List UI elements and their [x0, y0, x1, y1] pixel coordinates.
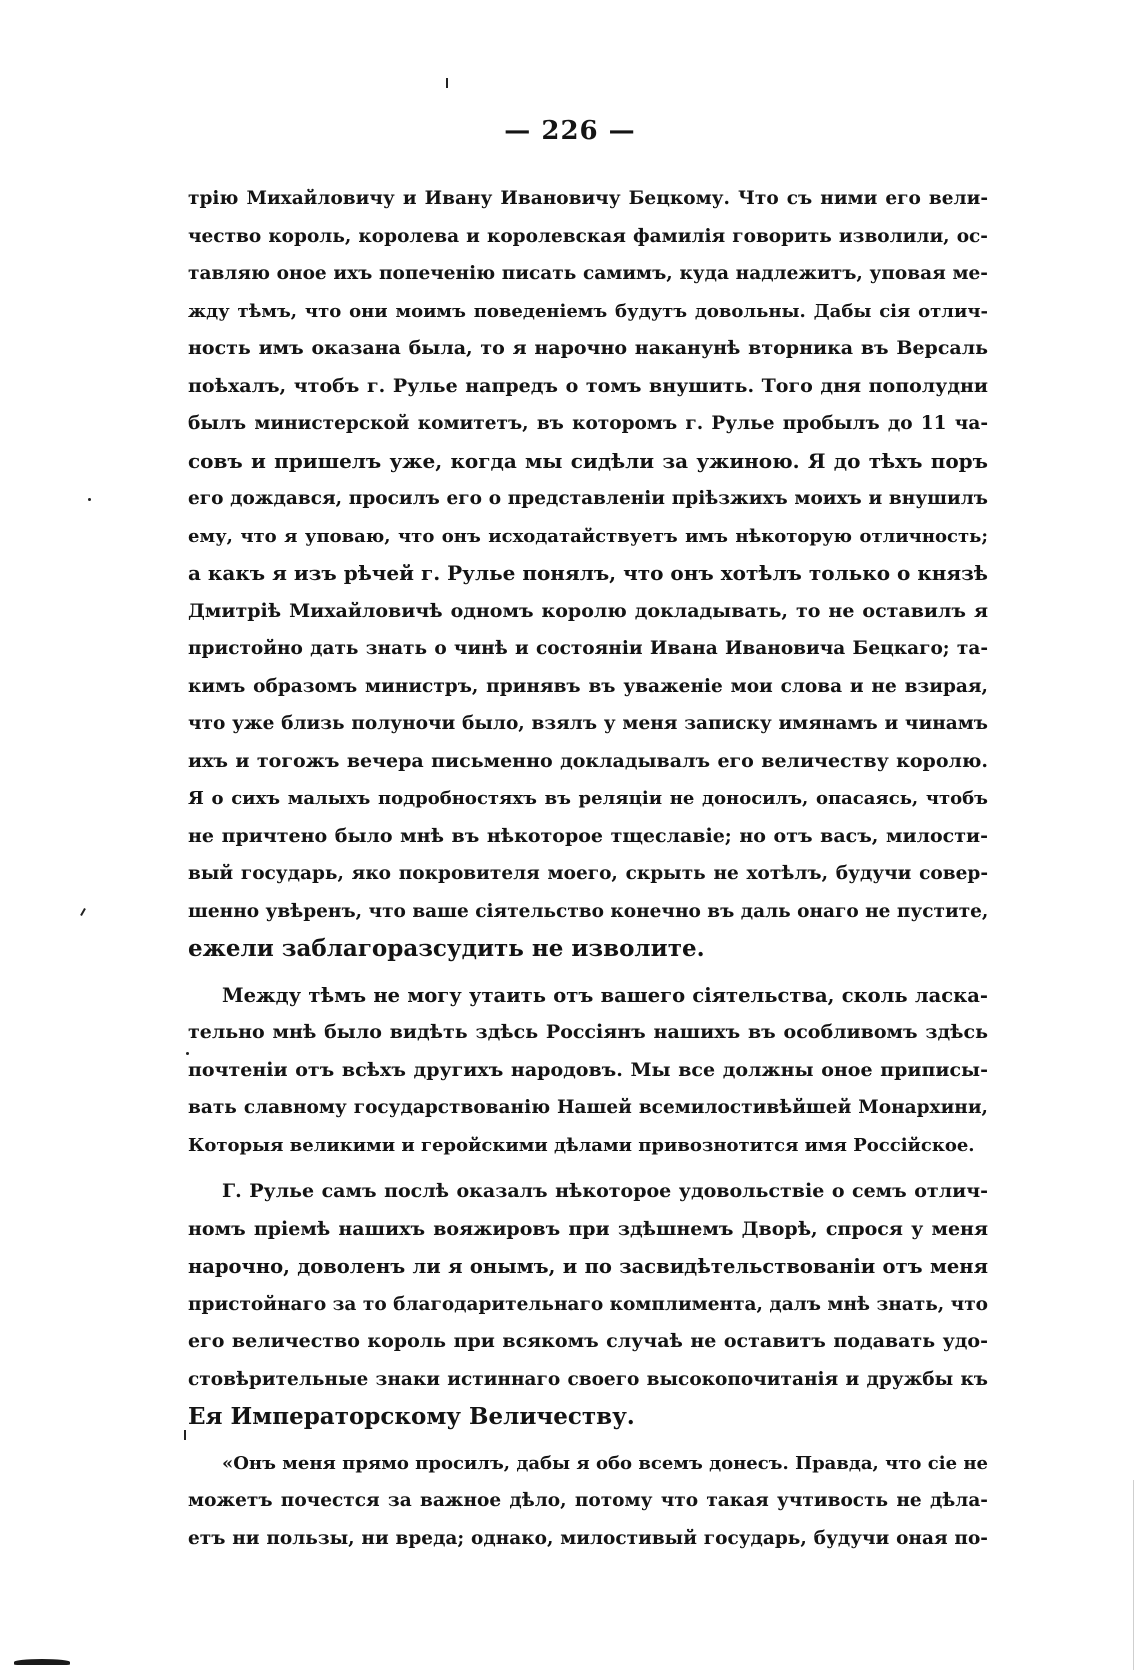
paragraph-1 — [188, 180, 988, 968]
text-line: а какъ я изъ рѣчей г. Рулье понялъ, что онъ хотѣлъ только о князѣ — [188, 561, 988, 585]
paragraph-3 — [188, 1173, 988, 1436]
text-line: шенно увѣренъ, что ваше сіятельство конечно въ даль онаго не пустите, — [188, 900, 989, 922]
text-line: Между тѣмъ не могу утаить отъ вашего сіятельства, сколь ласка- — [222, 983, 988, 1007]
text-line: етъ ни пользы, ни вреда; однако, милостивый государь, будучи оная по- — [188, 1527, 988, 1549]
text-line: кимъ образомъ министръ, принявъ въ уваженіе мои слова и не взирая, — [188, 675, 988, 697]
stray-mark-bottom — [184, 1430, 186, 1440]
stray-mark-left-2 — [80, 908, 86, 916]
text-line: что уже близь полуночи было, взялъ у меня записку имянамъ и чинамъ — [188, 713, 988, 734]
text-line: его дождався, просилъ его о представленіи пріѣзжихъ моихъ и внушилъ — [188, 488, 988, 509]
text-line: пристойнаго за то благодарительнаго комплимента, далъ мнѣ знать, что — [188, 1293, 989, 1315]
text-line: Дмитріѣ Михайловичѣ одномъ королю докладывать, то не оставилъ я — [188, 599, 988, 622]
text-line: можетъ почестся за важное дѣло, потому что такая учтивость не дѣла- — [188, 1490, 988, 1511]
text-line: Ея Императорскому Величеству. — [188, 1403, 635, 1430]
text-line: пристойно дать знать о чинѣ и состояніи Ивана Ивановича Бецкаго; та- — [188, 638, 988, 659]
text-line: ему, что я уповаю, что онъ исходатайствуетъ имъ нѣкоторую отличность; — [188, 525, 988, 547]
text-line: Которыя великими и геройскими дѣлами привознотится имя Россійское. — [188, 1134, 975, 1156]
text-line: номъ пріемѣ нашихъ вояжировъ при здѣшнемъ Дворѣ, спрося у меня — [188, 1217, 988, 1240]
text-line: тельно мнѣ было видѣть здѣсь Россіянъ нашихъ въ особливомъ здѣсь — [188, 1021, 988, 1043]
text-line: «Онъ меня прямо просилъ, дабы я обо всемъ донесъ. Правда, что сіе не — [222, 1452, 988, 1474]
page-number: — 226 — — [504, 116, 636, 146]
text-line: его величество король при всякомъ случаѣ не оставитъ подавать удо- — [188, 1330, 988, 1352]
text-line: Г. Рулье самъ послѣ оказалъ нѣкоторое удовольствіе о семъ отлич- — [222, 1180, 988, 1202]
text-line: стовѣрительные знаки истиннаго своего высокопочитанія и дружбы къ — [188, 1368, 988, 1390]
text-line: вать славному государствованію Нашей всемилостивѣйшей Монархини, — [188, 1097, 988, 1118]
text-line: ность имъ оказана была, то я нарочно наканунѣ вторника въ Версаль — [188, 337, 988, 359]
text-line: не причтено было мнѣ въ нѣкоторое тщеславіе; но отъ васъ, милости- — [188, 824, 988, 847]
text-line: трію Михайловичу и Ивану Ивановичу Бецкому. Что съ ними его вели- — [188, 188, 988, 209]
text-line: поѣхалъ, чтобъ г. Рулье напредъ о томъ внушить. Того дня пополудни — [188, 374, 988, 397]
stray-mark-top — [446, 78, 448, 88]
text-line: ихъ и тогожъ вечера письменно докладывалъ его величеству королю. — [188, 749, 988, 772]
text-line: почтеніи отъ всѣхъ другихъ народовъ. Мы все должны оное приписы- — [188, 1058, 988, 1081]
body-text — [188, 180, 988, 1557]
paragraph-2 — [188, 977, 988, 1165]
text-line: былъ министерской комитетъ, въ которомъ г. Рулье пробылъ до 11 ча- — [188, 413, 988, 434]
text-line: Я о сихъ малыхъ подробностяхъ въ реляціи не доносилъ, опасаясь, чтобъ — [188, 788, 988, 809]
paragraph-4 — [188, 1445, 988, 1558]
page-edge-line — [1133, 1480, 1134, 1670]
text-line: вый государь, яко покровителя моего, скрыть не хотѣлъ, будучи совер- — [188, 863, 988, 884]
stray-mark-left-1 — [88, 498, 91, 501]
text-line: тавляю оное ихъ попеченію писать самимъ, куда надлежитъ, уповая ме- — [188, 263, 988, 284]
ink-smudge — [14, 1659, 70, 1665]
text-line: чество король, королева и королевская фамилія говорить изволили, ос- — [188, 225, 988, 247]
text-line: ежели заблагоразсудить не изволите. — [188, 935, 705, 962]
text-line: нарочно, доволенъ ли я онымъ, и по засвидѣтельствованіи отъ меня — [188, 1255, 988, 1278]
text-line: жду тѣмъ, что они моимъ поведеніемъ будутъ довольны. Дабы сія отлич- — [188, 300, 988, 322]
text-line: совъ и пришелъ уже, когда мы сидѣли за ужиною. Я до тѣхъ поръ — [188, 448, 988, 473]
